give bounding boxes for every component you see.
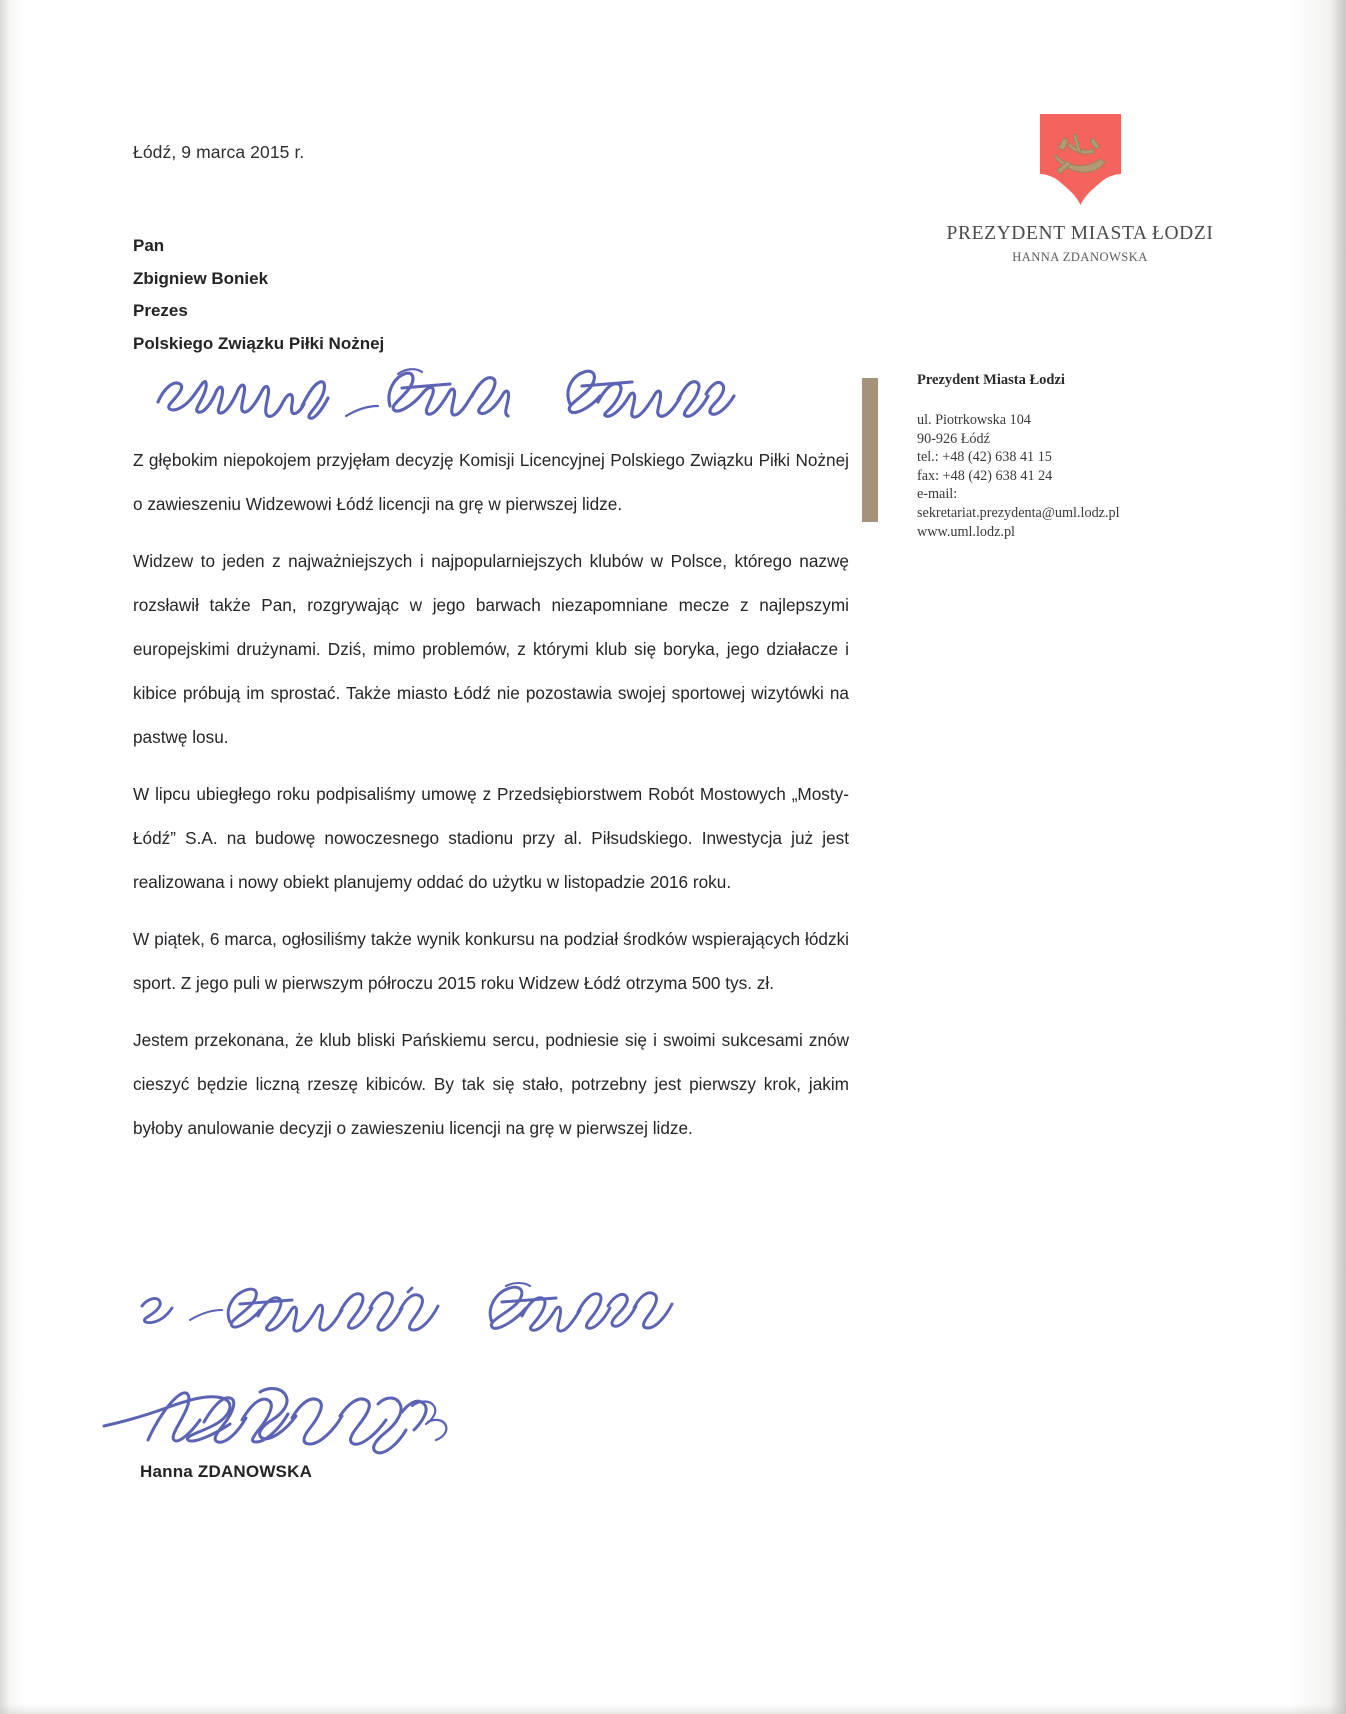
contact-email-address: sekretariat.prezydenta@uml.lodz.pl [917,504,1120,521]
contact-website: www.uml.lodz.pl [917,523,1015,540]
lodz-coat-of-arms-boat-icon [1038,112,1123,207]
handwritten-signature [92,1382,492,1460]
body-paragraph: Jestem przekonana, że klub bliski Pańskiemu sercu, podniesie się i swoimi sukcesami znów cieszyć będzie liczną rzeszę kibiców. By tak się stało, potrzebny jest pierwszy krok, jakim byłoby anulowanie decyzji o zawieszeniu licencji na grę w pierwszej lidze. [133,1030,849,1138]
sidebar-content [917,372,1207,541]
letterhead-subtitle: HANNA ZDANOWSKA [1012,250,1148,264]
handwritten-closing [132,1278,772,1340]
contact-postal-city: 90-926 Łódź [917,430,990,447]
handwritten-salutation [150,366,750,424]
body-paragraph: W lipcu ubiegłego roku podpisaliśmy umowę z Przedsiębiorstwem Robót Mostowych „Mosty-Łódź” S.A. na budowę nowoczesnego stadionu przy al. Piłsudskiego. Inwestycja już jest realizowana i nowy obiekt planujemy oddać do użytku w listopadzie 2016 roku. [133,784,849,892]
scan-edge-shadow-bottom [0,1704,1346,1714]
addressee-line: Pan [133,236,165,255]
addressee-line: Zbigniew Boniek [133,268,269,288]
contact-street: ul. Piotrkowska 104 [917,412,1031,428]
contact-phone: tel.: +48 (42) 638 41 15 [917,449,1052,466]
sidebar-accent-bar [862,378,878,522]
body-paragraph: W piątek, 6 marca, ogłosiliśmy także wynik konkursu na podział środków wspierających łódzki sport. Z jego puli w pierwszym półroczu 2015 roku Widzew Łódź otrzyma 500 tys. zł. [133,929,849,993]
letterhead [930,112,1230,265]
signature-printed-name: Hanna ZDANOWSKA [140,1462,313,1481]
letter-body [133,438,849,1150]
sidebar-heading: Prezydent Miasta Łodzi [917,372,1065,388]
addressee-line: Prezes [133,301,188,320]
addressee-block [133,230,384,360]
scan-edge-shadow-left [0,0,10,1714]
contact-email-label: e-mail: [917,486,958,503]
sidebar-contact-lines [917,411,1207,541]
date-line: Łódź, 9 marca 2015 r. [133,142,305,162]
scan-edge-shadow-right [1330,0,1346,1714]
contact-fax: fax: +48 (42) 638 41 24 [917,467,1053,484]
body-paragraph: Widzew to jeden z najważniejszych i najpopularniejszych klubów w Polsce, którego nazwę rozsławił także Pan, rozgrywając w jego barwach niezapomniane mecze z najlepszymi europejskimi drużynami. Dziś, mimo problemów, z którymi klub się boryka, jego działacze i kibice próbują im sprostać. Także miasto Łódź nie pozostawia swojej sportowej wizytówki na pastwę losu. [133,551,849,747]
letterhead-title: PREZYDENT MIASTA ŁODZI [946,223,1214,244]
body-paragraph: Z głębokim niepokojem przyjęłam decyzję Komisji Licencyjnej Polskiego Związku Piłki Nożnej o zawieszeniu Widzewowi Łódź licencji na grę w pierwszej lidze. [133,450,849,514]
addressee-line: Polskiego Związku Piłki Nożnej [133,333,385,353]
